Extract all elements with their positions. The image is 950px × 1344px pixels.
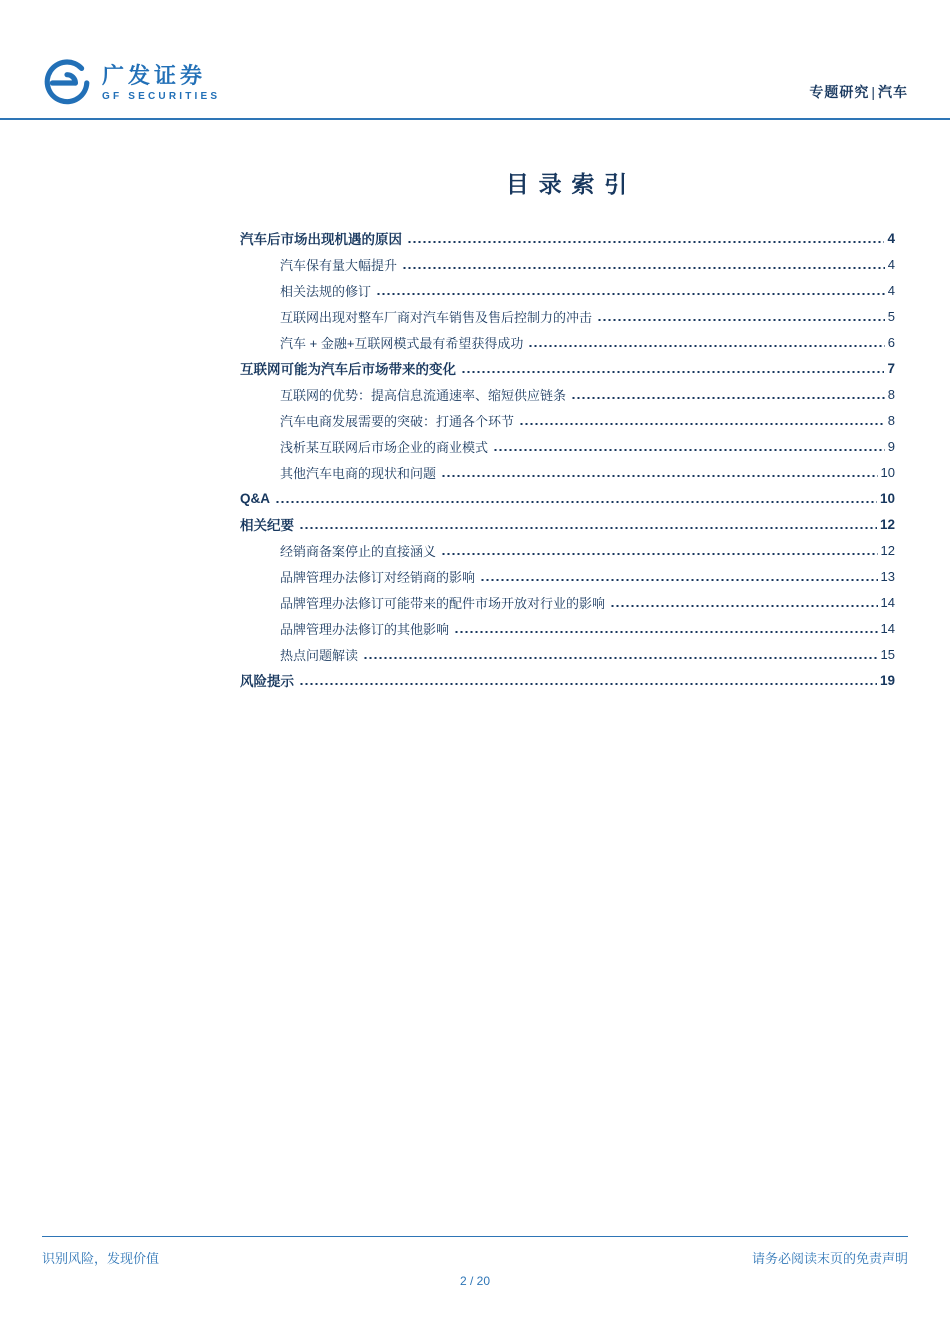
brand-name-cn: 广发证券: [102, 62, 207, 88]
toc-dot-leader: [299, 511, 877, 537]
toc-entry-label: 互联网可能为汽车后市场带来的变化: [240, 362, 456, 377]
toc-row: [240, 537, 895, 563]
toc-dot-leader: [571, 381, 885, 407]
toc-dot-leader: [363, 641, 878, 667]
toc-entry-label: 热点问题解读: [280, 647, 359, 663]
toc-page-number: 6: [887, 334, 895, 350]
toc-row: [240, 407, 895, 433]
gf-securities-logo: [42, 58, 220, 108]
toc-entry-label: 品牌管理办法修订可能带来的配件市场开放对行业的影响: [280, 595, 606, 611]
toc-entry-label: Q&A: [240, 490, 270, 506]
toc-entry-label: 其他汽车电商的现状和问题: [280, 465, 437, 481]
toc-entry-label: 汽车后市场出现机遇的原因: [240, 232, 402, 247]
toc-page-number: 12: [879, 516, 895, 532]
gf-logo-icon: [42, 58, 92, 108]
toc-page-number: 10: [879, 490, 895, 506]
toc-dot-leader: [493, 433, 885, 459]
toc-row: [240, 433, 895, 459]
toc-dot-leader: [376, 277, 885, 303]
toc-row: [240, 589, 895, 615]
toc-entry-label: 风险提示: [240, 674, 294, 689]
toc-row: [240, 485, 895, 511]
toc-dot-leader: [461, 355, 884, 381]
toc-entry-label: 汽车 + 金融+互联网模式最有希望获得成功: [280, 335, 524, 351]
toc-row: [240, 615, 895, 641]
toc-dot-leader: [402, 251, 885, 277]
toc-page-number: 13: [880, 568, 895, 584]
toc-entry-label: 互联网的优势：提高信息流通速率、缩短供应链条: [280, 387, 567, 403]
toc-row: [240, 511, 895, 537]
toc-page-number: 7: [887, 360, 895, 376]
toc-row: [240, 303, 895, 329]
toc-row: [240, 563, 895, 589]
report-type-label: 专题研究: [809, 84, 870, 100]
page-number-indicator: 2 / 20: [459, 1274, 491, 1288]
toc-page-number: 15: [880, 646, 895, 662]
toc-dot-leader: [441, 459, 878, 485]
toc-page-number: 4: [887, 230, 895, 246]
toc-row: [240, 225, 895, 251]
toc-row: [240, 277, 895, 303]
toc-page-number: 19: [879, 672, 895, 688]
toc-page-number: 14: [880, 594, 895, 610]
report-category: [809, 82, 908, 108]
toc-title: 目 录 索 引: [505, 172, 630, 197]
toc-page-number: 9: [887, 438, 895, 454]
toc-entry-label: 品牌管理办法修订对经销商的影响: [280, 569, 476, 585]
toc-page-number: 5: [887, 308, 895, 324]
page-footer: [42, 1236, 908, 1288]
toc-page-number: 12: [880, 542, 895, 558]
toc-row: [240, 459, 895, 485]
page-header: [0, 0, 950, 120]
toc-row: [240, 251, 895, 277]
toc-dot-leader: [275, 485, 877, 511]
toc-dot-leader: [610, 589, 878, 615]
toc-entry-label: 互联网出现对整车厂商对汽车销售及售后控制力的冲击: [280, 309, 593, 325]
sector-label: 汽车: [878, 84, 908, 100]
toc-entry-label: 品牌管理办法修订的其他影响: [280, 621, 450, 637]
toc-entry-label: 汽车电商发展需要的突破：打通各个环节: [280, 413, 515, 429]
toc-list: [240, 225, 895, 693]
toc-dot-leader: [299, 667, 877, 693]
toc-entry-label: 经销商备案停止的直接涵义: [280, 543, 437, 559]
toc-entry-label: 相关法规的修订: [280, 283, 372, 299]
toc-row: [240, 641, 895, 667]
toc-row: [240, 667, 895, 693]
toc-entry-label: 相关纪要: [240, 518, 294, 533]
toc-page-number: 8: [887, 386, 895, 402]
toc-dot-leader: [480, 563, 878, 589]
toc-row: [240, 355, 895, 381]
toc-dot-leader: [407, 225, 884, 251]
toc-dot-leader: [454, 615, 878, 641]
toc-section: [240, 128, 895, 693]
toc-page-number: 10: [880, 464, 895, 480]
category-separator: |: [871, 84, 876, 100]
toc-dot-leader: [519, 407, 885, 433]
toc-row: [240, 329, 895, 355]
footer-slogan: 识别风险，发现价值: [42, 1251, 160, 1266]
toc-row: [240, 381, 895, 407]
toc-dot-leader: [528, 329, 884, 355]
toc-dot-leader: [441, 537, 878, 563]
toc-page-number: 4: [887, 282, 895, 298]
toc-page-number: 8: [887, 412, 895, 428]
toc-entry-label: 浅析某互联网后市场企业的商业模式: [280, 439, 489, 455]
brand-text: [102, 64, 220, 102]
brand-name-en: GF SECURITIES: [102, 91, 221, 103]
toc-page-number: 14: [880, 620, 895, 636]
toc-entry-label: 汽车保有量大幅提升: [280, 257, 398, 273]
toc-dot-leader: [597, 303, 885, 329]
toc-page-number: 4: [887, 256, 895, 272]
footer-disclaimer-note: 请务必阅读末页的免责声明: [751, 1251, 908, 1266]
